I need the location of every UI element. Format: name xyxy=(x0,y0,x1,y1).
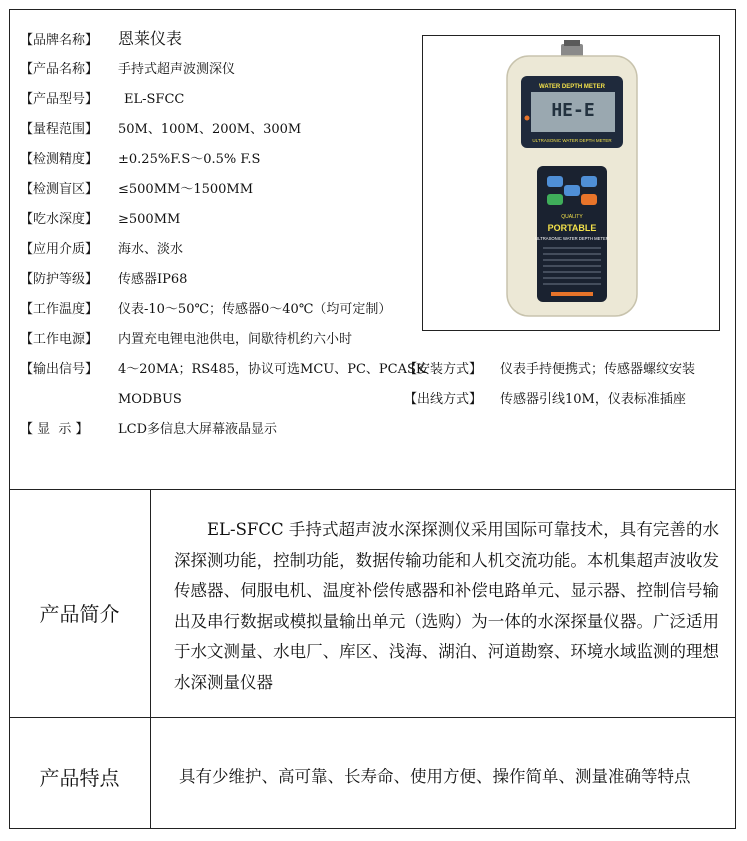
spec-row-display xyxy=(20,422,277,438)
divider-specs xyxy=(9,489,736,490)
lcd-reading: HE-E xyxy=(551,100,595,121)
spec-key: 【检测盲区】 xyxy=(20,182,99,197)
spec-key: 【出线方式】 xyxy=(404,392,483,407)
spec-row-model xyxy=(20,92,184,108)
spec-row-output-continued xyxy=(118,392,182,408)
feature-text: 具有少维护、高可靠、长寿命、使用方便、操作简单、测量准确等特点 xyxy=(179,767,691,786)
spec-value: 仪表-10～50℃；传感器0～40℃（均可定制） xyxy=(118,302,392,317)
screen-header: WATER DEPTH METER xyxy=(539,84,605,90)
spec-key: 【品牌名称】 xyxy=(20,33,99,48)
spec-key: 【工作温度】 xyxy=(20,302,99,317)
spec-key: 【吃水深度】 xyxy=(20,212,99,227)
spec-value: 4～20MA；RS485，协议可选MCU、PC、PCASK xyxy=(118,362,426,377)
indicator-light xyxy=(525,116,530,121)
device-subtitle: ULTRASONIC WATER DEPTH METER xyxy=(535,236,609,241)
spec-value: ±0.25%F.S～0.5% F.S xyxy=(118,152,261,167)
product-photo xyxy=(422,35,720,331)
spec-key: 【工作电源】 xyxy=(20,332,99,347)
spec-key: 【产品名称】 xyxy=(20,62,99,77)
spec-row-install xyxy=(404,362,695,378)
enter-button xyxy=(564,185,580,196)
spec-row-protection xyxy=(20,272,187,288)
portable-label: PORTABLE xyxy=(547,223,597,233)
spec-key: 【防护等级】 xyxy=(20,272,99,287)
brand-strip xyxy=(551,292,593,296)
spec-value: 仪表手持便携式；传感器螺纹安装 xyxy=(500,362,696,377)
spec-row-cable xyxy=(404,392,686,408)
spec-value: EL-SFCC xyxy=(124,92,185,107)
spec-row-temperature xyxy=(20,302,391,318)
spec-value: 50M、100M、200M、300M xyxy=(118,122,302,137)
depth-meter-illustration xyxy=(423,36,719,330)
spec-value: 海水、淡水 xyxy=(118,242,184,257)
orange-button xyxy=(581,194,597,205)
spec-value: LCD多信息大屏幕液晶显示 xyxy=(118,422,278,437)
up-button xyxy=(547,176,563,187)
spec-value: ≤500MM～1500MM xyxy=(118,182,254,197)
spec-row-blind-zone xyxy=(20,182,253,198)
divider-intro xyxy=(9,717,736,718)
intro-title: 产品简介 xyxy=(39,602,120,626)
spec-row-range xyxy=(20,122,301,138)
spec-key: 【产品型号】 xyxy=(20,92,99,107)
mode-button xyxy=(581,176,597,187)
spec-value: 内置充电锂电池供电，间歇待机约六小时 xyxy=(118,332,353,347)
spec-key: 【应用介质】 xyxy=(20,242,99,257)
spec-value: 恩莱仪表 xyxy=(118,29,183,48)
spec-key: 【输出信号】 xyxy=(20,362,99,377)
spec-key: 【检测精度】 xyxy=(20,152,99,167)
spec-value: ≥500MM xyxy=(118,212,181,227)
spec-row-brand xyxy=(20,31,182,49)
spec-value: 手持式超声波测深仪 xyxy=(118,62,236,77)
spec-row-power xyxy=(20,332,352,348)
spec-row-draft xyxy=(20,212,180,228)
spec-value: MODBUS xyxy=(118,392,182,407)
feature-title: 产品特点 xyxy=(39,766,120,790)
spec-row-name xyxy=(20,62,235,78)
screen-footer: ULTRASONIC WATER DEPTH METER xyxy=(532,138,612,143)
divider-column xyxy=(150,489,151,829)
green-button xyxy=(547,194,563,205)
spec-row-output xyxy=(20,362,426,378)
spec-row-accuracy xyxy=(20,152,260,168)
spec-key: 【 显 示 】 xyxy=(20,422,89,437)
spec-value: 传感器引线10M，仪表标准插座 xyxy=(500,392,686,407)
spec-key: 【安装方式】 xyxy=(404,362,483,377)
quality-label: QUALITY xyxy=(561,214,583,220)
spec-value: 传感器IP68 xyxy=(118,272,188,287)
spec-row-medium xyxy=(20,242,183,258)
spec-key: 【量程范围】 xyxy=(20,122,99,137)
intro-text: EL-SFCC 手持式超声波水深探测仪采用国际可靠技术，具有完善的水深探测功能，控制功能，数据传输功能和人机交流功能。本机集超声波收发传感器、伺服电机、温度补偿传感器和补偿电路单元、显示器、控制信号输出及串行数据或模拟量输出单元（选购）为一体的水深探量仪器。广泛适用于水文测量、水电厂、库区、浅海、湖泊、河道勘察、环境水域监测的理想水深测量仪器 xyxy=(174,520,719,692)
